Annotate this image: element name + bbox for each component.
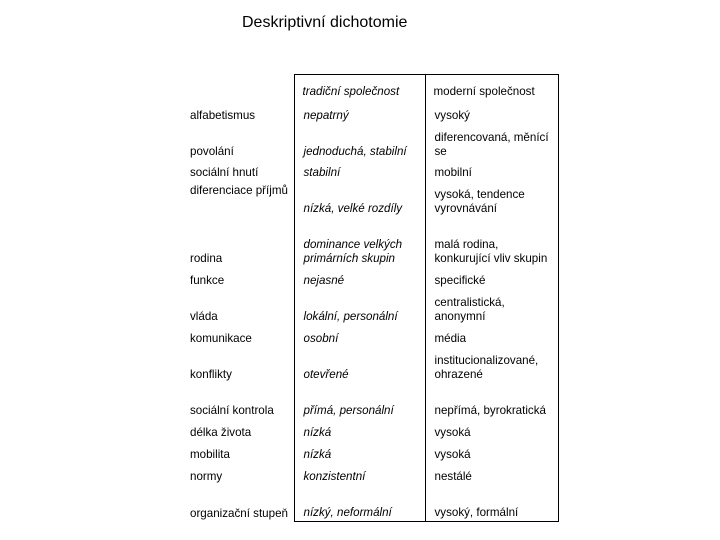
row-label: sociální hnutí xyxy=(190,165,259,179)
traditional-cell: konzistentní xyxy=(294,463,425,485)
table-row xyxy=(187,485,558,522)
table-row xyxy=(187,463,558,485)
traditional-cell: nízká xyxy=(294,441,425,463)
modern-cell: diferencovaná, měnící se xyxy=(425,124,558,160)
modern-cell: vysoký xyxy=(425,102,558,124)
traditional-cell: nízká xyxy=(294,419,425,441)
traditional-cell: osobní xyxy=(294,325,425,347)
traditional-cell: otevřené xyxy=(294,347,425,383)
traditional-cell: stabilní xyxy=(294,160,425,181)
modern-cell: institucionalizované, ohrazené xyxy=(425,347,558,383)
table-row xyxy=(187,124,558,160)
modern-cell: vysoká xyxy=(425,441,558,463)
table-row xyxy=(187,325,558,347)
table-row xyxy=(187,102,558,124)
dichotomy-table xyxy=(187,74,559,522)
modern-cell: nestálé xyxy=(425,463,558,485)
row-label: alfabetismus xyxy=(190,108,256,122)
traditional-cell: nízká, velké rozdíly xyxy=(294,181,425,217)
modern-cell: specifické xyxy=(425,267,558,289)
row-label: diferenciace příjmů xyxy=(190,183,288,197)
traditional-cell: lokální, personální xyxy=(294,289,425,325)
traditional-cell: nepatrný xyxy=(294,102,425,124)
table-row xyxy=(187,347,558,383)
modern-cell: malá rodina, konkurující vliv skupin xyxy=(425,217,558,267)
table-row xyxy=(187,181,558,217)
traditional-cell: nízký, neformální xyxy=(294,485,425,522)
page-title: Deskriptivní dichotomie xyxy=(242,14,408,31)
table-header-row xyxy=(187,75,558,102)
header-empty xyxy=(187,75,294,102)
row-label: konflikty xyxy=(190,367,232,381)
table-row xyxy=(187,217,558,267)
row-label: délka života xyxy=(190,425,252,439)
traditional-cell: přímá, personální xyxy=(294,383,425,419)
table-row xyxy=(187,289,558,325)
table-row xyxy=(187,267,558,289)
row-label: vláda xyxy=(190,309,218,323)
table-row xyxy=(187,419,558,441)
header-traditional: tradiční společnost xyxy=(294,75,425,102)
modern-cell: vysoká, tendence vyrovnávání xyxy=(425,181,558,217)
header-modern: moderní společnost xyxy=(425,75,558,102)
row-label: organizační stupeň xyxy=(190,506,288,520)
row-label: komunikace xyxy=(190,331,252,345)
row-label: povolání xyxy=(190,144,234,158)
modern-cell: nepřímá, byrokratická xyxy=(425,383,558,419)
modern-cell: vysoký, formální xyxy=(425,485,558,522)
modern-cell: mobilní xyxy=(425,160,558,181)
table-row xyxy=(187,160,558,181)
row-label: normy xyxy=(190,469,223,483)
modern-cell: média xyxy=(425,325,558,347)
table-row xyxy=(187,441,558,463)
row-label: funkce xyxy=(190,273,225,287)
table-row xyxy=(187,383,558,419)
traditional-cell: nejasné xyxy=(294,267,425,289)
modern-cell: vysoká xyxy=(425,419,558,441)
traditional-cell: jednoduchá, stabilní xyxy=(294,124,425,160)
modern-cell: centralistická, anonymní xyxy=(425,289,558,325)
row-label: mobilita xyxy=(190,447,230,461)
row-label: rodina xyxy=(190,251,223,265)
row-label: sociální kontrola xyxy=(190,403,274,417)
traditional-cell: dominance velkých primárních skupin xyxy=(294,217,425,267)
